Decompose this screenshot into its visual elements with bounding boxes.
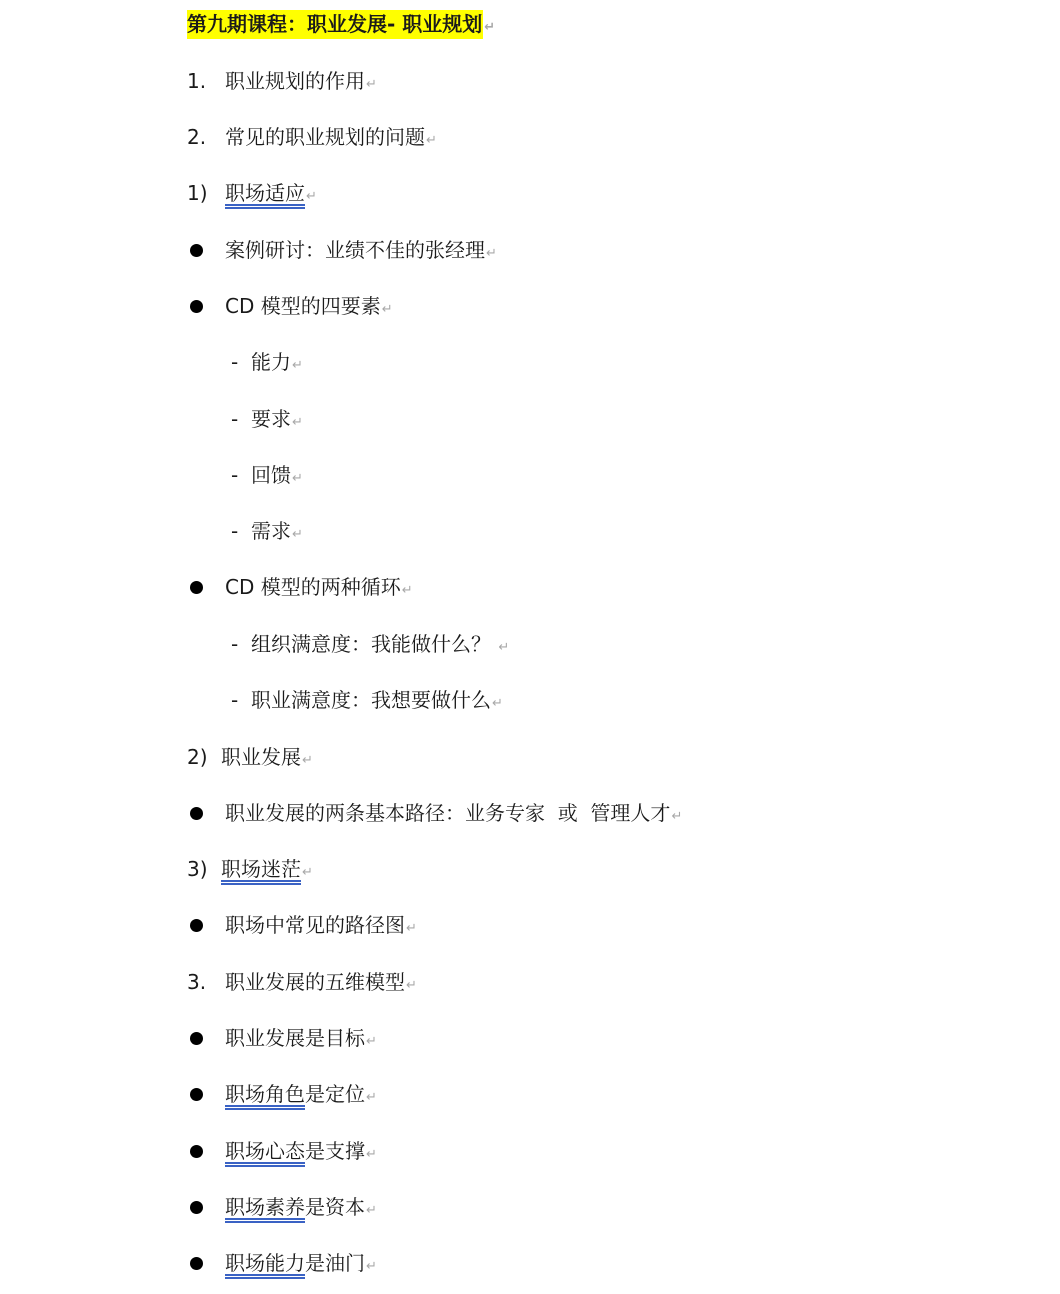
list-number: 3) [187,857,208,881]
paragraph-mark: ↵ [406,921,417,936]
item-text: 职业发展的五维模型 [225,970,405,994]
bullet-icon [190,1257,203,1270]
bullet-icon [190,581,203,594]
list-item-text [251,628,509,664]
list-item-text [225,571,413,607]
dash-item [0,403,1060,435]
document-title: 第九期课程：职业发展- 职业规划 [187,10,483,39]
item-text-underlined: 职场素养 [225,1195,305,1219]
bullet-item [0,1022,1060,1054]
list-number: 3. [187,970,207,994]
list-item-text [221,853,313,889]
list-item-text [225,290,393,326]
bullet-icon [190,1201,203,1214]
list-number: 1) [187,181,208,205]
dash-item [0,628,1060,660]
dash-marker: - [231,463,239,487]
bullet-item [0,909,1060,941]
paragraph-mark: ↵ [366,1203,377,1218]
paragraph-mark: ↵ [381,302,393,317]
paragraph-mark: ↵ [302,753,313,768]
paragraph-mark: ↵ [426,133,437,148]
item-text: 职业发展是目标 [225,1026,365,1050]
paragraph-mark: ↵ [406,978,417,993]
paragraph-mark: ↵ [492,696,503,711]
item-text: CD 模型的四要素 [225,294,381,318]
list-item-text [225,797,682,833]
dash-item [0,459,1060,491]
item-text: 职业满意度：我想要做什么 [251,688,491,712]
dash-marker: - [231,350,239,374]
paragraph-mark: ↵ [366,77,377,92]
list-number: 1. [187,69,207,93]
bullet-icon [190,1145,203,1158]
bullet-icon [190,919,203,932]
bullet-item [0,234,1060,266]
paragraph-mark: ↵ [366,1034,377,1049]
list-item-text [225,121,437,157]
paragraph-mark: ↵ [292,471,303,486]
paragraph-mark: ↵ [401,583,413,598]
item-text: 是油门 [305,1251,365,1275]
list-item-text [225,966,417,1002]
paragraph-mark: ↵ [292,358,303,373]
list-item-text [225,909,417,945]
item-text: 职业发展的两条基本路径：业务专家 或 管理人才 [225,801,671,825]
dash-marker: - [231,407,239,431]
paragraph-mark: ↵ [292,527,303,542]
paragraph-mark: ↵ [484,20,496,35]
list-item-text [225,1022,377,1058]
item-text-underlined: 职场能力 [225,1251,305,1275]
item-text: 职业发展 [221,745,301,769]
list-item-text [225,234,497,270]
paragraph-mark: ↵ [366,1147,377,1162]
sub-numbered-item [0,853,1060,885]
document-title-line [187,8,495,40]
list-item-text [251,403,303,439]
numbered-item [0,65,1060,97]
bullet-icon [190,300,203,313]
list-item-text [251,515,303,551]
item-text: 职场适应 [225,181,305,205]
dash-marker: - [231,519,239,543]
list-item-text [251,684,503,720]
bullet-item [0,797,1060,829]
item-text: 职场中常见的路径图 [225,913,405,937]
bullet-item [0,1135,1060,1167]
list-item-text [225,177,317,213]
bullet-icon [190,1032,203,1045]
paragraph-mark: ↵ [366,1090,377,1105]
item-text: 组织满意度：我能做什么？ [251,632,491,656]
list-item-text [251,346,303,382]
list-number: 2) [187,745,208,769]
list-item-text [225,1135,377,1171]
dash-item [0,515,1060,547]
sub-numbered-item [0,741,1060,773]
list-number: 2. [187,125,207,149]
item-text: 需求 [251,519,291,543]
item-text-underlined: 职场角色 [225,1082,305,1106]
item-text-underlined: 职场心态 [225,1139,305,1163]
dash-marker: - [231,688,239,712]
paragraph-mark: ↵ [671,809,683,824]
item-text: 要求 [251,407,291,431]
bullet-icon [190,1088,203,1101]
numbered-item [0,121,1060,153]
paragraph-mark: ↵ [292,415,303,430]
item-text: 职业规划的作用 [225,69,365,93]
dash-marker: - [231,632,239,656]
item-text: 能力 [251,350,291,374]
numbered-item [0,966,1060,998]
paragraph-mark: ↵ [302,865,313,880]
bullet-item [0,1078,1060,1110]
paragraph-mark: ↵ [486,246,497,261]
item-text: 常见的职业规划的问题 [225,125,425,149]
bullet-icon [190,807,203,820]
bullet-icon [190,244,203,257]
item-text: 回馈 [251,463,291,487]
list-item-text [225,1078,377,1114]
list-item-text [225,1247,377,1283]
list-item-text [225,65,377,101]
dash-item [0,346,1060,378]
item-text: 是定位 [305,1082,365,1106]
sub-numbered-item [0,177,1060,209]
item-text: CD 模型的两种循环 [225,575,401,599]
paragraph-mark: ↵ [366,1259,377,1274]
list-item-text [225,1191,377,1227]
paragraph-mark: ↵ [498,640,510,655]
item-text: 是资本 [305,1195,365,1219]
list-item-text [221,741,313,777]
bullet-item [0,290,1060,322]
bullet-item [0,1191,1060,1223]
list-item-text [251,459,303,495]
item-text: 职场迷茫 [221,857,301,881]
paragraph-mark: ↵ [306,189,317,204]
bullet-item [0,571,1060,603]
bullet-item [0,1247,1060,1279]
item-text: 是支撑 [305,1139,365,1163]
item-text: 案例研讨：业绩不佳的张经理 [225,238,485,262]
dash-item [0,684,1060,716]
